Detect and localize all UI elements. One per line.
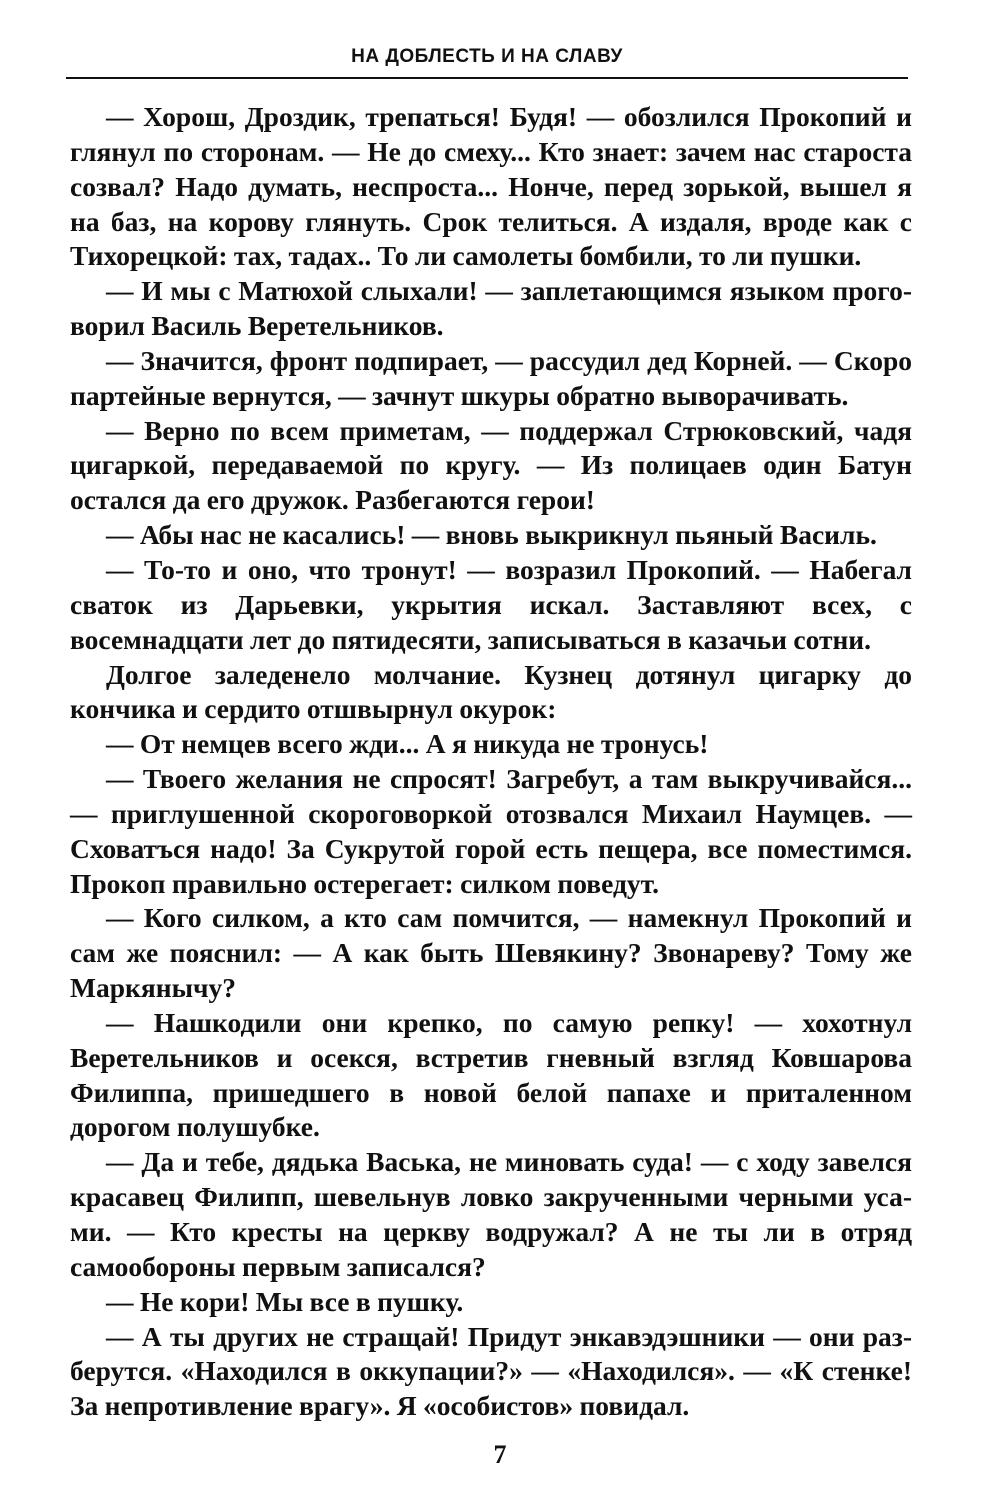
paragraph: Долгое заледенело молчание. Кузнец дотянул цигарку до кончика и сердито отшвырнул окурок:: [70, 658, 912, 725]
running-header: НА ДОБЛЕСТЬ И НА СЛАВУ: [351, 46, 623, 67]
paragraph: — То-то и оно, что тронут! — возразил Прокопий. — Набегал сваток из Дарьевки, укрытия искал. Заставляют всех, с восемнадцати лет до пятидесяти, записываться в казачьи сотни.: [70, 553, 912, 655]
paragraph: — От немцев всего жди... А я никуда не тронусь!: [106, 728, 709, 760]
body-text: [70, 100, 912, 1424]
header-rule: [66, 77, 908, 79]
page-number: 7: [493, 1440, 507, 1469]
paragraph: — Верно по всем приметам, — поддержал Стрюковский, чадя цигаркой, передаваемой по кругу. — Из полицаев один Батун остался да его дружок. Разбегаются герои!: [70, 414, 912, 516]
paragraph: — Значится, фронт подпирает, — рассудил дед Корней. — Скоро партейные вернутся, — зачнут шкуры обратно выворачивать.: [70, 344, 912, 411]
paragraph: — И мы с Матюхой слыхали! — заплетающимся языком проговорил Василь Веретельников.: [70, 275, 912, 342]
paragraph: — Да и тебе, дядька Васька, не миновать суда! — с ходу завелся красавец Филипп, шевельнув ловко закрученными черными усами. — Кто кресты на церкву водружал? А не ты ли в отряд самообороны первым записался?: [70, 1146, 912, 1282]
paragraph: — Нашкодили они крепко, по самую репку! — хохотнул Веретельников и осекся, встретив гневный взгляд Ковшарова Филиппа, пришедшего в новой белой папахе и приталенном дорогом полушубке.: [70, 1006, 912, 1143]
paragraph: — А ты других не стращай! Придут энкавэдэшники — они разберутся. «Находился в оккупации?» — «Находился». — «К стенке! За непротивление врагу». Я «особистов» повидал.: [70, 1320, 912, 1422]
paragraph: — Твоего желания не спросят! Загребут, а там выкручивайся... — приглушенной скороговоркой отозвался Михаил Наумцев. — Сховатъся надо! За Сукрутой горой есть пещера, все поместимся. Прокоп правильно остерегает: силком поведут.: [70, 763, 912, 899]
paragraph: — Не кори! Мы все в пушку.: [106, 1285, 464, 1317]
paragraph: — Абы нас не касались! — вновь выкрикнул пьяный Василь.: [106, 519, 877, 551]
paragraph: — Хорош, Дроздик, трепаться! Будя! — обозлился Прокопий и глянул по сторонам. — Не до смеху... Кто знает: зачем нас староста созвал? Надо думать, неспроста... Нонче, перед зорькой, вышел я на баз, на корову глянуть. Срок телиться. А издаля, вроде как с Тихорецкой: тах, тадах.. То ли самолеты бомбили, то ли пушки.: [70, 101, 912, 272]
paragraph: — Кого силком, а кто сам помчится, — намекнул Прокопий и сам же пояснил: — А как быть Шевякину? Звонареву? Тому же Маркянычу?: [70, 902, 912, 1004]
